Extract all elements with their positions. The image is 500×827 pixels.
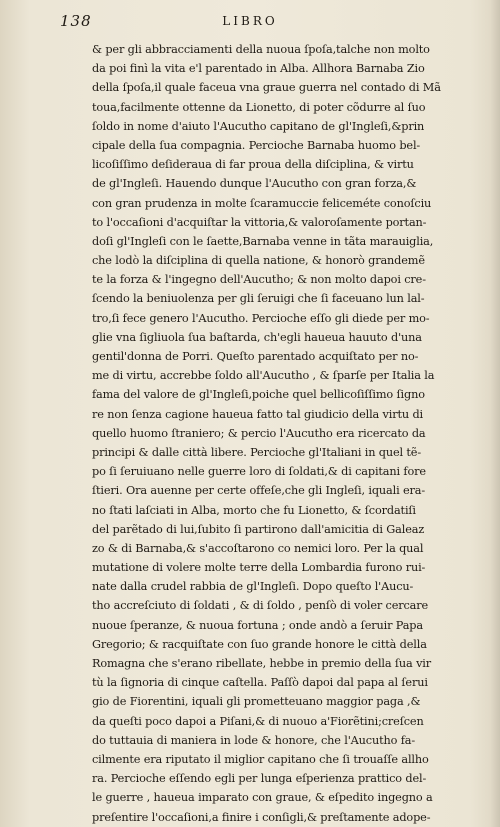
- page-edge-shadow: [490, 0, 500, 827]
- text-line: da poi finì la vita e'l parentado in Alba. Allhora Barnaba Zio: [92, 62, 425, 76]
- text-line: della ſpoſa,il quale faceua vna graue guerra nel contado di Mã: [92, 81, 441, 95]
- text-line: cilmente era riputato il miglior capitano che ſi trouaſſe allho: [92, 752, 429, 766]
- text-line: & per gli abbracciamenti della nuoua ſpoſa,talche non molto: [92, 43, 430, 56]
- text-line: cipale della ſua compagnia. Percioche Barnaba huomo bel-: [92, 138, 421, 152]
- text-line: principi & dalle città libere. Percioche gl'Italiani in quel tẽ-: [92, 445, 422, 459]
- text-line: doſi gl'Ingleſi con le ſaette,Barnaba venne in tãta marauiglia,: [92, 234, 434, 248]
- text-line: de gl'Ingleſi. Hauendo dunque l'Aucutho con gran forza,&: [92, 177, 417, 191]
- text-line: no ſtati laſciati in Alba, morto che fu Lionetto, & ſcordatiſi: [92, 503, 416, 517]
- text-line: le guerre , haueua imparato con graue, & eſpedito ingegno a: [92, 791, 433, 805]
- text-line: tho accreſciuto di ſoldati , & di ſoldo , penſò di voler cercare: [92, 599, 429, 613]
- text-line: te la forza & l'ingegno dell'Aucutho; & non molto dapoi cre-: [92, 273, 426, 287]
- running-head: LIBRO: [222, 14, 278, 28]
- text-line: quello huomo ſtraniero; & percio l'Aucutho era ricercato da: [92, 426, 426, 440]
- page-number: 138: [60, 12, 92, 30]
- text-line: nate dalla crudel rabbia de gl'Ingleſi. Dopo queſto l'Aucu-: [92, 580, 414, 594]
- text-line: del parẽtado di lui,ſubito ſi partirono dall'amicitia di Galeaz: [92, 522, 425, 536]
- text-line: con gran prudenza in molte ſcaramuccie feliceméte conoſciu: [92, 196, 432, 210]
- text-line: preſentire l'occaſioni,a finire i conſigli,& preſtamente adope-: [92, 810, 431, 824]
- text-line: po ſi ſeruiuano nelle guerre loro di ſoldati,& di capitani fore: [92, 465, 426, 479]
- text-line: ſoldo in nome d'aiuto l'Aucutho capitano de gl'Ingleſi,&prin: [92, 119, 425, 133]
- text-line: fama del valore de gl'Ingleſi,poiche quel bellicoſiſſimo ſigno: [92, 388, 425, 402]
- text-line: ra. Percioche eſſendo egli per lunga eſperienza prattico del-: [92, 772, 427, 786]
- body-text: [92, 40, 464, 827]
- text-line: gio de Fiorentini, iquali gli prometteuano maggior paga ,&: [92, 695, 421, 709]
- text-line: da queſti poco dapoi a Piſani,& di nuouo a'Fiorẽtini;creſcen: [92, 714, 424, 728]
- text-line: mutatione di volere molte terre della Lombardia furono rui-: [92, 561, 426, 575]
- text-line: Romagna che s'erano ribellate, hebbe in premio della ſua vir: [92, 657, 432, 670]
- text-line: glie vna ſigliuola ſua baſtarda, ch'egli haueua hauuto d'una: [92, 330, 422, 344]
- text-line: licoſiſſimo deſideraua di far proua della diſciplina, & virtu: [92, 158, 414, 172]
- text-line: do tuttauia di maniera in lode & honore, che l'Aucutho fa-: [92, 733, 415, 747]
- text-line: ſtieri. Ora auenne per certe offeſe,che gli Ingleſi, iquali era-: [92, 484, 426, 498]
- text-line: ſcendo la beniuolenza per gli ſeruigi che ſi faceuano lun lal-: [92, 292, 425, 306]
- text-line: tù la ſignoria di cinque caſtella. Paſſò dapoi dal papa al ſerui: [92, 676, 428, 690]
- text-line: zo & di Barnaba,& s'accoſtarono co nemici loro. Per la qual: [92, 541, 424, 555]
- text-line: Gregorio; & racquiſtate con ſuo grande honore le città della: [92, 637, 427, 651]
- text-line: gentil'donna de Porri. Queſto parentado acquiſtato per no-: [92, 350, 419, 363]
- text-line: che lodò la diſciplina di quella natione, & honorò grandemẽ: [92, 254, 425, 268]
- text-line: nuoue ſperanze, & nuoua fortuna ; onde andò a ſeruir Papa: [92, 618, 423, 632]
- text-line: to l'occaſioni d'acquiſtar la vittoria,& valoroſamente portan-: [92, 215, 427, 229]
- text-line: re non ſenza cagione haueua fatto tal giudicio della virtu di: [92, 407, 424, 421]
- text-line: toua,facilmente ottenne da Lionetto, di poter cõdurre al ſuo: [92, 100, 426, 114]
- text-line: tro,ſi fece genero l'Aucutho. Percioche eſſo gli diede per mo-: [92, 311, 430, 325]
- text-line: me di virtu, accrebbe ſoldo all'Aucutho , & ſparſe per Italia la: [92, 369, 435, 383]
